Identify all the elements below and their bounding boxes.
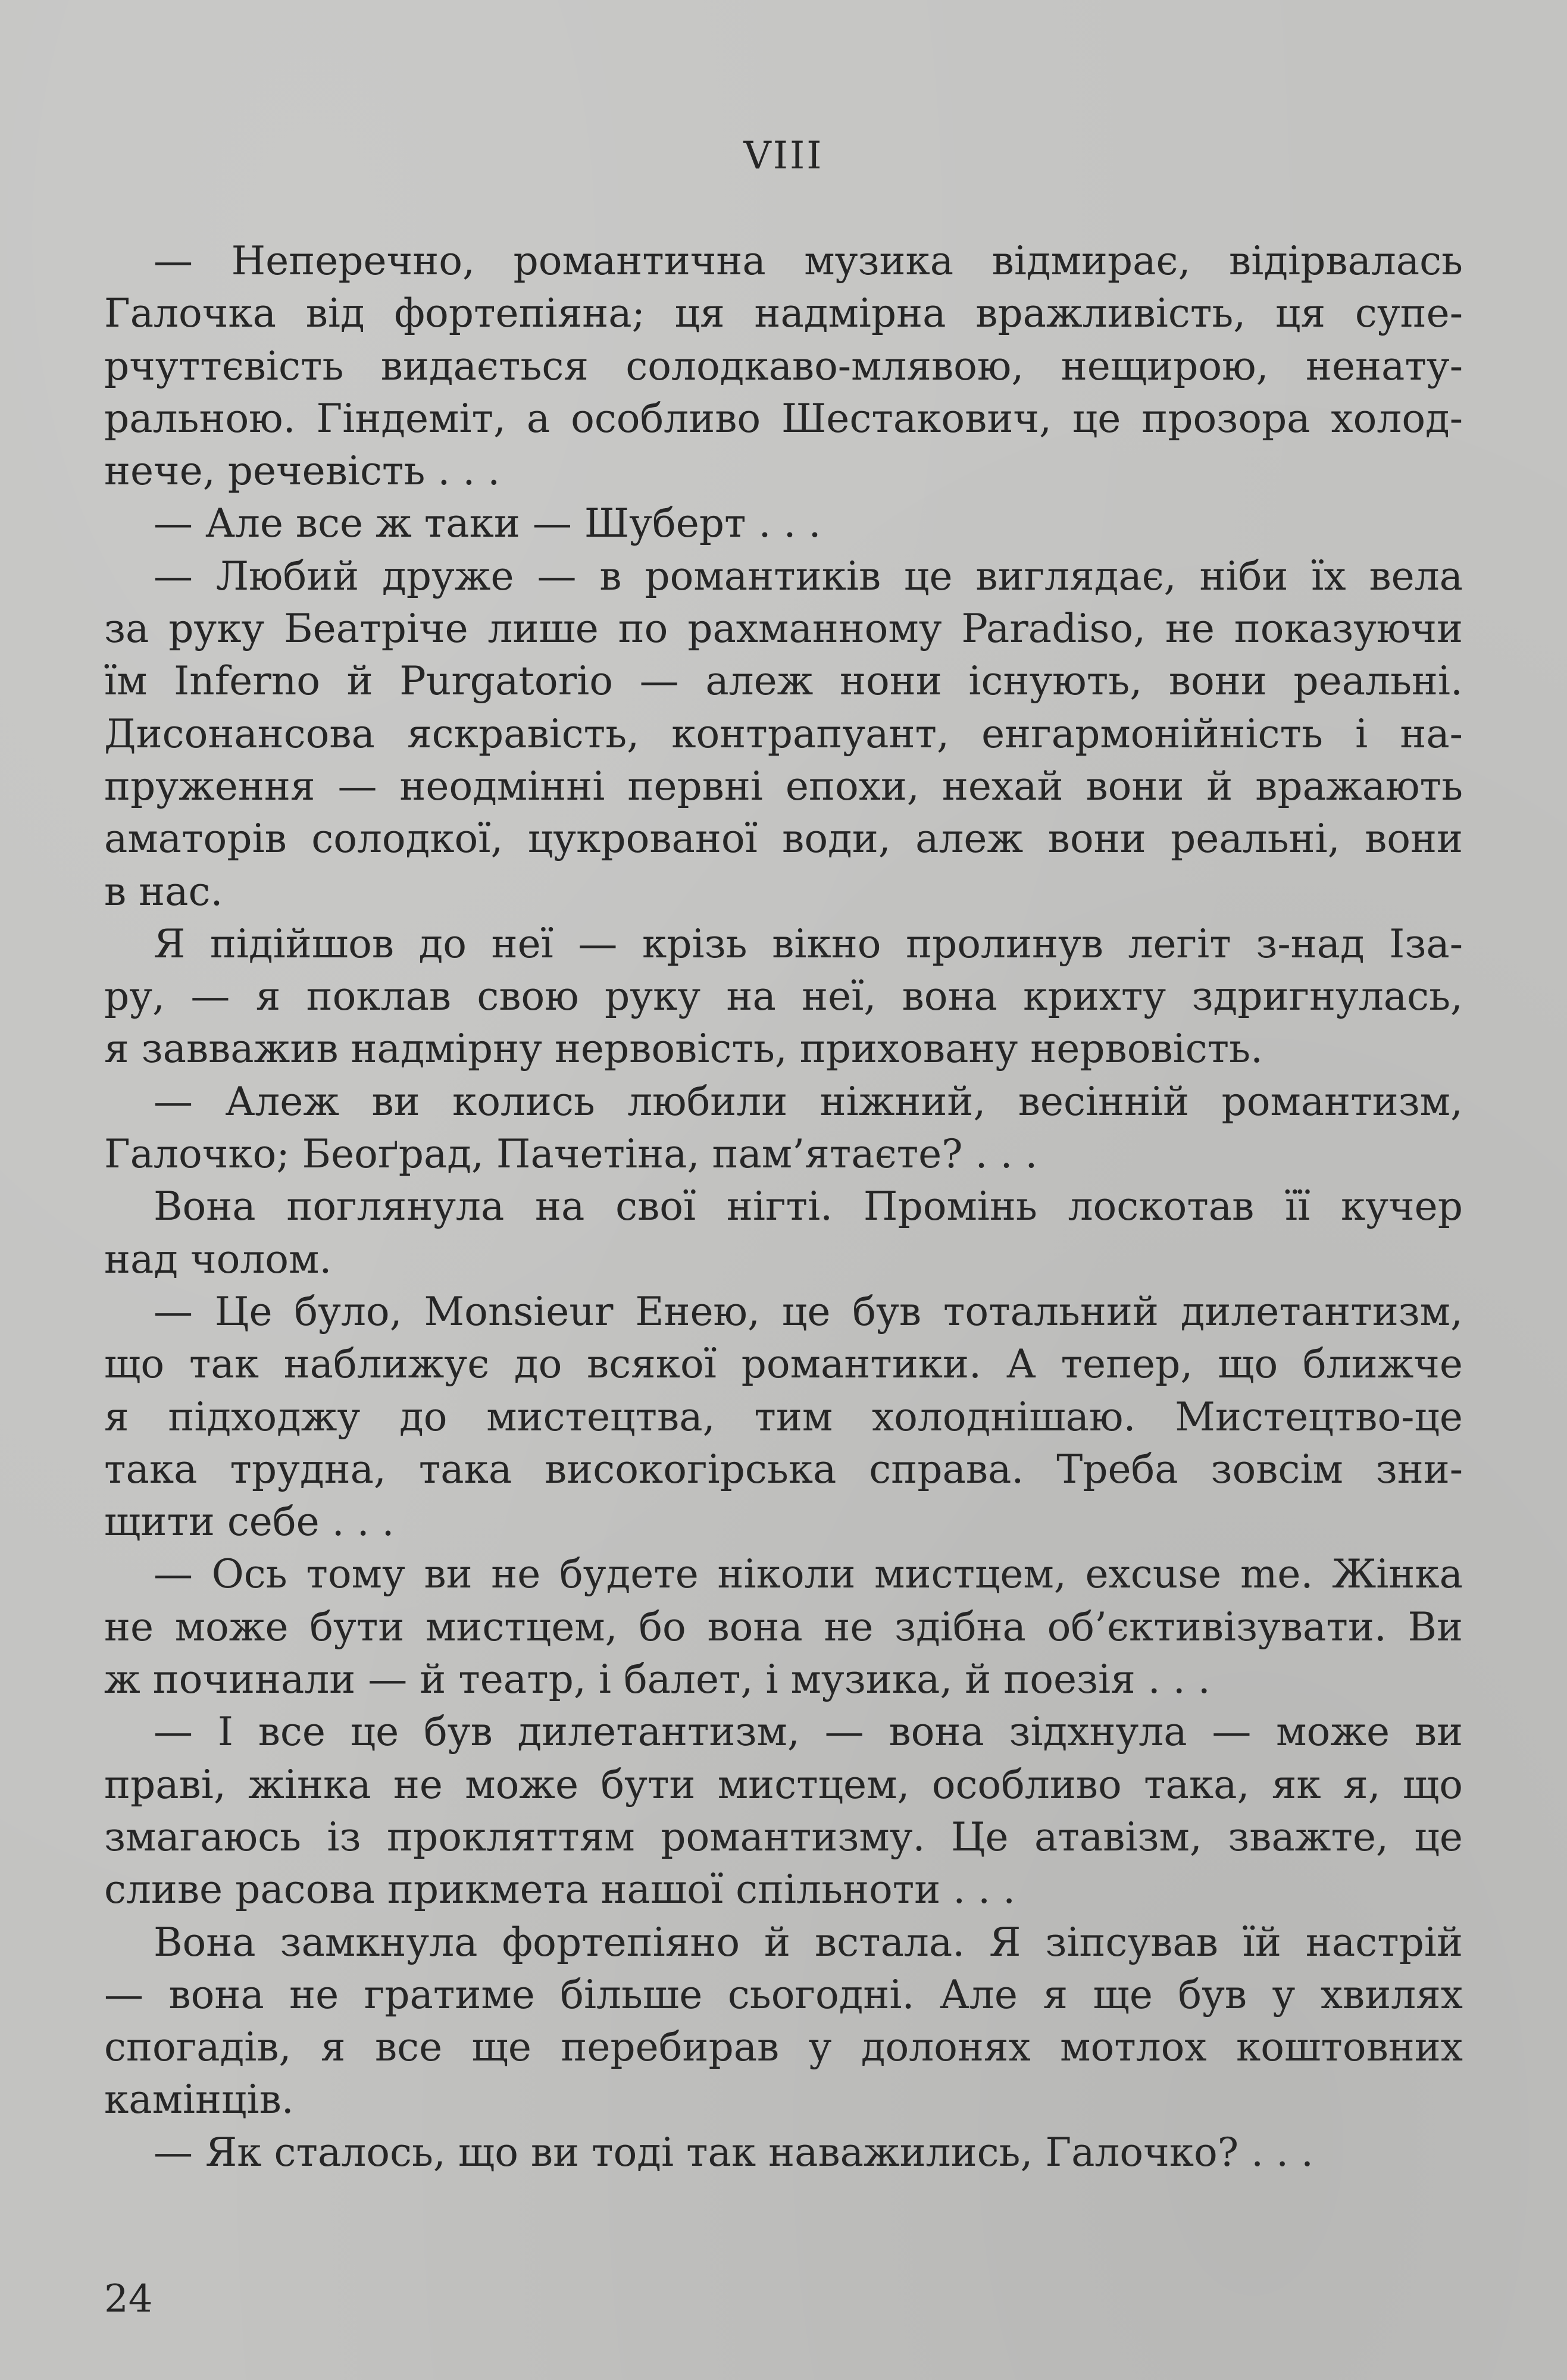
text-body bbox=[104, 235, 1463, 2179]
text-line: я підходжу до мистецтва, тим холоднішаю. Мистецтво-це bbox=[104, 1393, 1463, 1440]
text-line: ру, — я поклав свою руку на неї, вона крихту здригнулась, bbox=[104, 973, 1463, 1020]
text-line: — вона не гратиме більше сьогодні. Але я ще був у хвилях bbox=[104, 1971, 1463, 2018]
page-number: 24 bbox=[104, 2277, 153, 2321]
text-line: — Ось тому ви не будете ніколи мистцем, excuse me. Жінка bbox=[154, 1551, 1463, 1598]
text-line: сливе расова прикмета нашої спільноти . . . bbox=[104, 1867, 1016, 1913]
text-line: — І все це був дилетантизм, — вона зідхнула — може ви bbox=[154, 1709, 1463, 1755]
text-line: ральною. Гіндеміт, а особливо Шестакович, це прозора холод- bbox=[104, 395, 1463, 441]
text-line: Дисонансова яскравість, контрапуант, енгармонійність і на- bbox=[104, 710, 1463, 757]
text-line: Я підійшов до неї — крізь вікно пролинув легіт з-над Іза- bbox=[154, 920, 1463, 967]
text-line: я завважив надмірну нервовість, приховану нервовість. bbox=[104, 1026, 1263, 1072]
text-line: що так наближує до всякої романтики. А тепер, що ближче bbox=[104, 1341, 1463, 1388]
text-line: — Алеж ви колись любили ніжний, весінній романтизм, bbox=[154, 1078, 1463, 1125]
text-line: їм Inferno й Purgatorio — алеж нони існують, вони реальні. bbox=[104, 658, 1463, 704]
text-line: — Але все ж таки — Шуберт . . . bbox=[154, 500, 821, 547]
text-line: камінців. bbox=[104, 2077, 294, 2123]
text-line: Галочко; Беоґрад, Пачетіна, пам’ятаєте? . . . bbox=[104, 1131, 1038, 1178]
text-line: щити себе . . . bbox=[104, 1499, 395, 1545]
text-line: — Неперечно, романтична музика відмирає, відірвалась bbox=[154, 238, 1463, 284]
text-line: аматорів солодкої, цукрованої води, алеж вони реальні, вони bbox=[104, 816, 1463, 862]
text-line: спогадів, я все ще перебирав у долонях мотлох коштовних bbox=[104, 2024, 1463, 2071]
text-line: праві, жінка не може бути мистцем, особливо така, як я, що bbox=[104, 1761, 1463, 1808]
text-line: Вона замкнула фортепіяно й встала. Я зіпсував їй настрій bbox=[154, 1919, 1463, 1965]
text-line: над чолом. bbox=[104, 1236, 332, 1282]
text-line: пруження — неодмінні первні епохи, нехай вони й вражають bbox=[104, 763, 1463, 809]
text-line: Вона поглянула на свої нігті. Промінь лоскотав її кучер bbox=[154, 1183, 1463, 1230]
text-line: така трудна, така високогірська справа. Треба зовсім зни- bbox=[104, 1446, 1463, 1492]
text-line: ж починали — й театр, і балет, і музика, й поезія . . . bbox=[104, 1656, 1211, 1703]
text-line: — Як сталось, що ви тоді так наважились, Галочко? . . . bbox=[154, 2129, 1314, 2175]
text-line: в нас. bbox=[104, 868, 223, 915]
text-line: — Любий друже — в романтиків це виглядає, ніби їх вела bbox=[154, 553, 1463, 599]
text-line: змагаюсь із прокляттям романтизму. Це атавізм, зважте, це bbox=[104, 1814, 1463, 1860]
text-line: нече, речевість . . . bbox=[104, 448, 501, 494]
text-line: за руку Беатріче лише по рахманному Paradiso, не показуючи bbox=[104, 606, 1463, 652]
chapter-heading: VIII bbox=[743, 134, 824, 178]
text-line: не може бути мистцем, бо вона не здібна об’єктивізувати. Ви bbox=[104, 1604, 1463, 1650]
text-line: рчуттєвість видається солодкаво-млявою, нещирою, ненату- bbox=[104, 343, 1463, 389]
text-line: Галочка від фортепіяна; ця надмірна вражливість, ця супе- bbox=[104, 290, 1463, 337]
text-line: — Це було, Monsieur Енею, це був тотальний дилетантизм, bbox=[154, 1288, 1463, 1335]
